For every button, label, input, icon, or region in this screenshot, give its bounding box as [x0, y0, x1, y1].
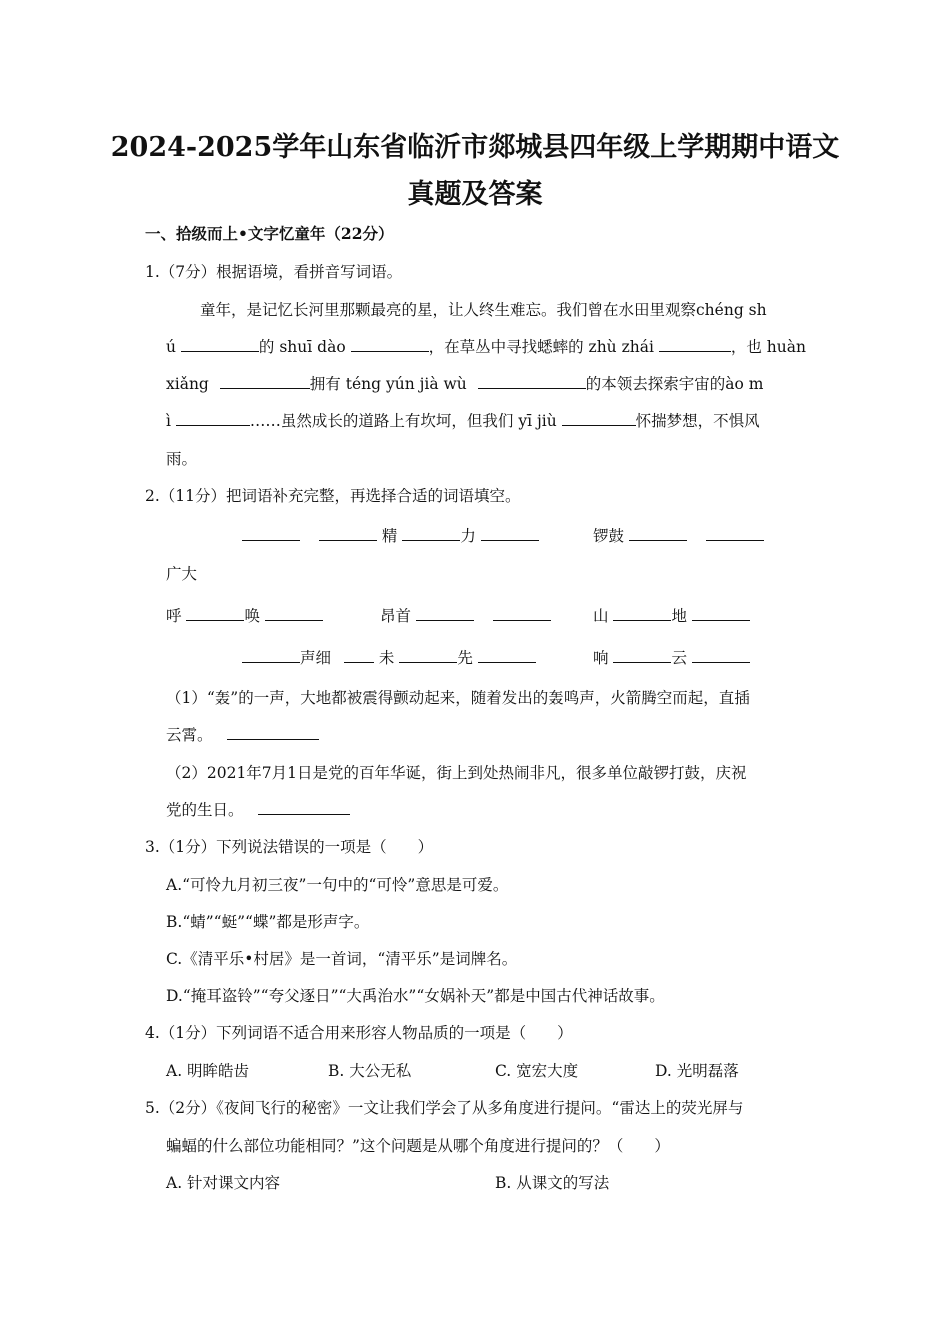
q2-blank-10[interactable]	[493, 606, 551, 621]
q2-answer-blank-2[interactable]	[258, 800, 350, 815]
q2-stem: 2.（11分）把词语补充完整，再选择合适的词语填空。	[145, 487, 521, 505]
q5-stem-line2: 蝙蝠的什么部位功能相同？”这个问题是从哪个角度进行提问的？（ ）	[166, 1137, 670, 1155]
q2-blank-15[interactable]	[399, 648, 457, 663]
q4-option-d[interactable]: D. 光明磊落	[655, 1062, 739, 1080]
q2-blank-8[interactable]	[265, 606, 323, 621]
q2-blank-13[interactable]	[242, 648, 300, 663]
q3-option-c[interactable]: C.《清平乐•村居》是一首词，“清平乐”是词牌名。	[166, 950, 518, 968]
q2-blank-4[interactable]	[481, 526, 539, 541]
q5-option-b[interactable]: B. 从课文的写法	[495, 1174, 610, 1192]
q3-option-d[interactable]: D.“掩耳盗铃”“夸父逐日”“大禹治水”“女娲补天”都是中国古代神话故事。	[166, 987, 665, 1005]
q4-option-b[interactable]: B. 大公无私	[328, 1062, 412, 1080]
document-title-line2: 真题及答案	[407, 179, 543, 210]
q1-p2d: ，也 huàn	[730, 338, 806, 356]
q2-r3-wei: 未	[378, 649, 395, 667]
q4-option-a[interactable]: A. 明眸皓齿	[166, 1062, 250, 1080]
q2-sentence2-line2	[166, 800, 350, 820]
q2-row1b: 广大	[166, 565, 198, 583]
q1-p3a: xiǎng	[166, 375, 209, 393]
q1-p4a: ì	[166, 412, 171, 430]
q2-row3-left	[242, 648, 536, 668]
q1-p3c: 的本领去探索宇宙的ào m	[585, 375, 764, 393]
q2-r3-yun: 云	[671, 649, 687, 667]
q2-r3-xiang: 响	[593, 649, 609, 667]
q2-blank-2[interactable]	[319, 526, 377, 541]
q2-s2b: 党的生日。	[166, 801, 244, 819]
q1-p4b: ……虽然成长的道路上有坎坷，但我们 yī jiù	[249, 412, 557, 430]
q1-passage-line1: 童年，是记忆长河里那颗最亮的星，让人终生难忘。我们曾在水田里观察chéng sh	[200, 301, 767, 319]
q2-blank-6[interactable]	[706, 526, 764, 541]
q1-blank-4[interactable]	[220, 374, 310, 389]
q2-blank-17[interactable]	[613, 648, 671, 663]
q5-stem-line1: 5.（2分）《夜间飞行的秘密》一文让我们学会了从多角度进行提问。“雷达上的荧光屏与	[145, 1099, 744, 1117]
q1-p2c: ，在草丛中寻找蟋蟀的 zhù zhái	[428, 338, 654, 356]
q1-passage-line5: 雨。	[166, 450, 198, 468]
q1-blank-1[interactable]	[181, 337, 259, 352]
q1-p3b: 拥有 téng yún jià wù	[309, 375, 467, 393]
q2-blank-12[interactable]	[692, 606, 750, 621]
q2-answer-blank-1[interactable]	[227, 725, 319, 740]
q1-passage-line3	[166, 374, 763, 394]
q2-sentence1-line2	[166, 725, 319, 745]
q3-stem: 3.（1分）下列说法错误的一项是（ ）	[145, 838, 434, 856]
q2-r2-huan: 唤	[244, 607, 260, 625]
q2-r2-di: 地	[671, 607, 687, 625]
q1-p2b: 的 shuī dào	[258, 338, 346, 356]
q5-option-a[interactable]: A. 针对课文内容	[166, 1174, 281, 1192]
q2-blank-7[interactable]	[186, 606, 244, 621]
q2-r3-shengxi: 声细	[300, 649, 332, 667]
document-title-line1: 2024-2025学年山东省临沂市郯城县四年级上学期期中语文	[110, 132, 840, 163]
q1-blank-2[interactable]	[351, 337, 429, 352]
q2-r3-xian: 先	[457, 649, 473, 667]
q2-blank-18[interactable]	[692, 648, 750, 663]
q2-r2-angshou: 昂首	[380, 607, 412, 625]
q1-passage-line2	[166, 337, 806, 357]
q4-option-c[interactable]: C. 宽宏大度	[495, 1062, 579, 1080]
q2-blank-9[interactable]	[416, 606, 474, 621]
q2-sentence2-line1: （2）2021年7月1日是党的百年华诞，街上到处热闹非凡，很多单位敲锣打鼓，庆祝	[166, 764, 747, 782]
q2-row2-mid	[380, 606, 551, 626]
q2-r1-luogu: 锣鼓	[593, 527, 625, 545]
q2-blank-14[interactable]	[344, 648, 374, 663]
q2-r2-shan: 山	[593, 607, 609, 625]
q2-row3-right	[593, 648, 750, 668]
q1-blank-5[interactable]	[478, 374, 586, 389]
q3-option-a[interactable]: A.“可怜九月初三夜”一句中的“可怜”意思是可爱。	[166, 876, 509, 894]
q2-row2-left	[166, 606, 323, 626]
q2-blank-3[interactable]	[402, 526, 460, 541]
q2-r1-jing: 精	[381, 527, 398, 545]
q1-p2a: ú	[166, 338, 176, 356]
q1-p4c: 怀揣梦想，不惧风	[635, 412, 760, 430]
q1-passage-line4	[166, 411, 760, 431]
q2-blank-11[interactable]	[613, 606, 671, 621]
q3-option-b[interactable]: B.“蜻”“蜓”“蝶”都是形声字。	[166, 913, 370, 931]
q2-r1-li: 力	[460, 527, 476, 545]
q1-blank-3[interactable]	[659, 337, 731, 352]
q2-s1b: 云霄。	[166, 726, 213, 744]
q4-stem: 4.（1分）下列词语不适合用来形容人物品质的一项是（ ）	[145, 1024, 573, 1042]
q2-row1	[242, 526, 539, 546]
q1-blank-7[interactable]	[562, 411, 636, 426]
q1-blank-6[interactable]	[176, 411, 250, 426]
q2-blank-1[interactable]	[242, 526, 300, 541]
q2-blank-16[interactable]	[478, 648, 536, 663]
q2-r2-hu: 呼	[166, 607, 182, 625]
q2-sentence1-line1: （1）“轰”的一声，大地都被震得颤动起来，随着发出的轰鸣声，火箭腾空而起，直插	[166, 689, 750, 707]
q2-row1-right	[593, 526, 764, 546]
q2-blank-5[interactable]	[629, 526, 687, 541]
q1-stem: 1.（7分）根据语境，看拼音写词语。	[145, 263, 403, 281]
section1-heading: 一、拾级而上•文字忆童年（22分）	[145, 224, 394, 243]
q2-row2-right	[593, 606, 750, 626]
